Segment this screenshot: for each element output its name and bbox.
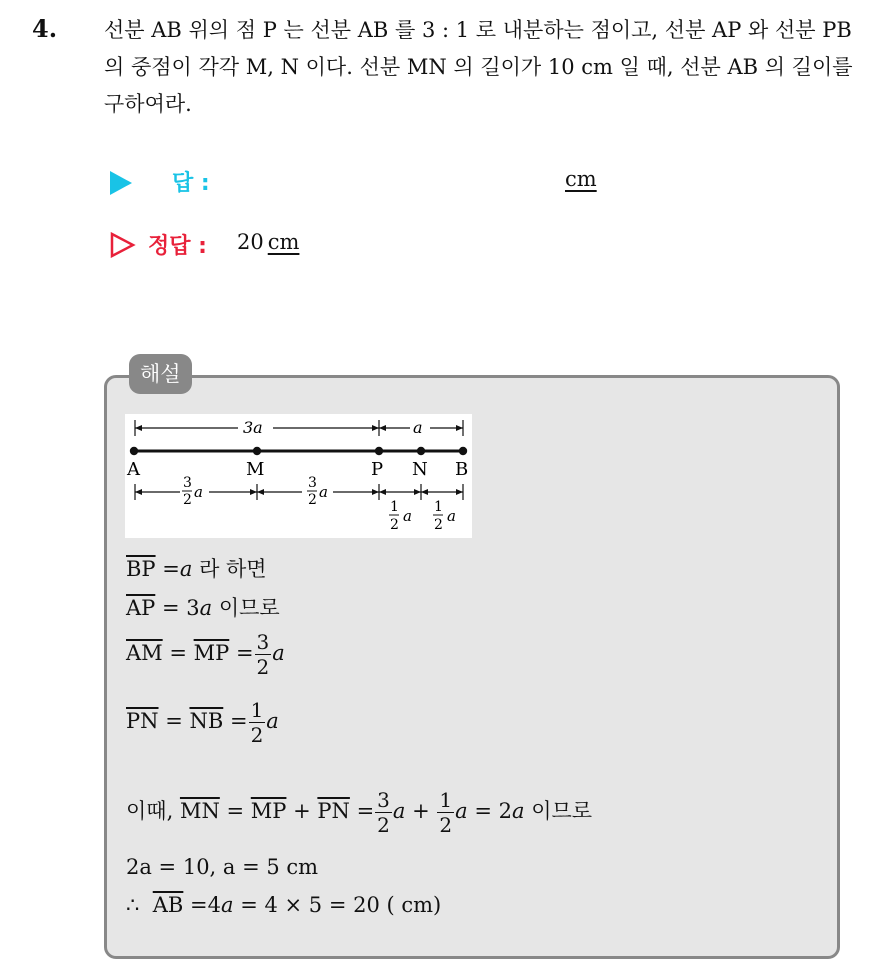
solution-line-2-text: 이므로 — [218, 596, 280, 620]
point-n-label: N — [412, 459, 428, 480]
point-a-label: A — [127, 459, 140, 480]
play-arrow-icon — [110, 171, 132, 195]
label-3a: 3a — [243, 418, 263, 437]
seg-am: $\overline{AM}$ — [126, 641, 163, 665]
seg-pn-2: $\overline{PN}$ — [317, 799, 350, 823]
seg-ab: $\overline{AB}$ — [152, 893, 184, 917]
correct-answer-unit: cm — [267, 230, 300, 254]
solution-line-1-text: 라 하면 — [199, 557, 267, 581]
point-b-label: B — [455, 459, 469, 480]
solution-line-5-pre: 이때, — [126, 799, 174, 823]
point-a-dot — [130, 447, 138, 455]
point-n-dot — [417, 447, 425, 455]
seg-bp: $\overline{BP}$ — [126, 557, 156, 581]
svg-text:a: a — [403, 507, 412, 525]
frac-half-den-4: 2 — [434, 517, 443, 533]
solution-line-5: 이때, $\overline{MN} = \overline{MP} + \overline{PN}$ = $\frac{3}{2}$ a + $\frac{1}{2}$ a = 2a 이므로 — [126, 788, 593, 837]
outline-arrow-icon — [110, 232, 136, 258]
seg-ap: $\overline{AP}$ — [126, 596, 156, 620]
correct-answer-number: 20 — [237, 230, 264, 254]
answer-label: 답 : — [172, 171, 210, 196]
seg-mn: $\overline{MN}$ — [179, 799, 220, 823]
point-p-label: P — [371, 459, 384, 480]
correct-answer-value — [237, 230, 299, 254]
solution-line-1: $\overline{BP} =a$ 라 하면 — [126, 557, 267, 581]
svg-text:a: a — [194, 483, 203, 501]
seg-mp: $\overline{MP}$ — [193, 641, 230, 665]
svg-text:1: 1 — [390, 499, 399, 515]
frac-half-den-1: 2 — [183, 492, 192, 508]
svg-text:3: 3 — [308, 475, 317, 491]
svg-text:1: 1 — [434, 499, 443, 515]
segment-diagram — [125, 414, 472, 538]
seg-mp-2: $\overline{MP}$ — [250, 799, 287, 823]
svg-text:3: 3 — [183, 475, 192, 491]
svg-text:a: a — [319, 483, 328, 501]
seg-nb: $\overline{NB}$ — [189, 709, 224, 733]
point-b-dot — [459, 447, 467, 455]
answer-unit: cm — [565, 167, 597, 191]
frac-half-den-3: 2 — [390, 517, 399, 533]
seg-pn: $\overline{PN}$ — [126, 709, 159, 733]
point-m-dot — [253, 447, 261, 455]
question-number: 4. — [32, 14, 58, 43]
solution-line-3: $\overline{AM} = \overline{MP}$ = $\frac{3}{2}$ a — [126, 630, 285, 679]
correct-answer-label: 정답 : — [148, 234, 207, 259]
label-a: a — [413, 418, 423, 437]
therefore-symbol: ∴ — [126, 893, 140, 917]
solution-tab: 해설 — [129, 354, 192, 394]
point-p-dot — [375, 447, 383, 455]
solution-line-2: $\overline{AP} = 3a$ 이므로 — [126, 596, 280, 620]
segment-diagram-svg — [125, 414, 472, 538]
solution-line-4: $\overline{PN} = \overline{NB}$ = $\frac{1}{2}$ a — [126, 698, 279, 747]
solution-line-7-text: = 4 × 5 = 20 ( cm) — [240, 893, 442, 917]
answer-row — [110, 165, 597, 199]
solution-line-5-text: 이므로 — [531, 799, 593, 823]
correct-answer-row — [110, 228, 410, 262]
solution-line-7: ∴ $\overline{AB} =4a = 4 \times 5 = 20$ ( cm) — [126, 893, 442, 917]
frac-half-den-2: 2 — [308, 492, 317, 508]
question-text: 선분 AB 위의 점 P 는 선분 AB 를 3 : 1 로 내분하는 점이고, 선분 AP 와 선분 PB 의 중점이 각각 M, N 이다. 선분 MN 의 길이가 10 cm 일 때, 선분 AB 의 길이를 구하여라. — [104, 18, 853, 116]
solution-line-6: 2a = 10, a = 5 cm — [126, 855, 319, 879]
svg-text:a: a — [447, 507, 456, 525]
point-m-label: M — [246, 459, 265, 480]
